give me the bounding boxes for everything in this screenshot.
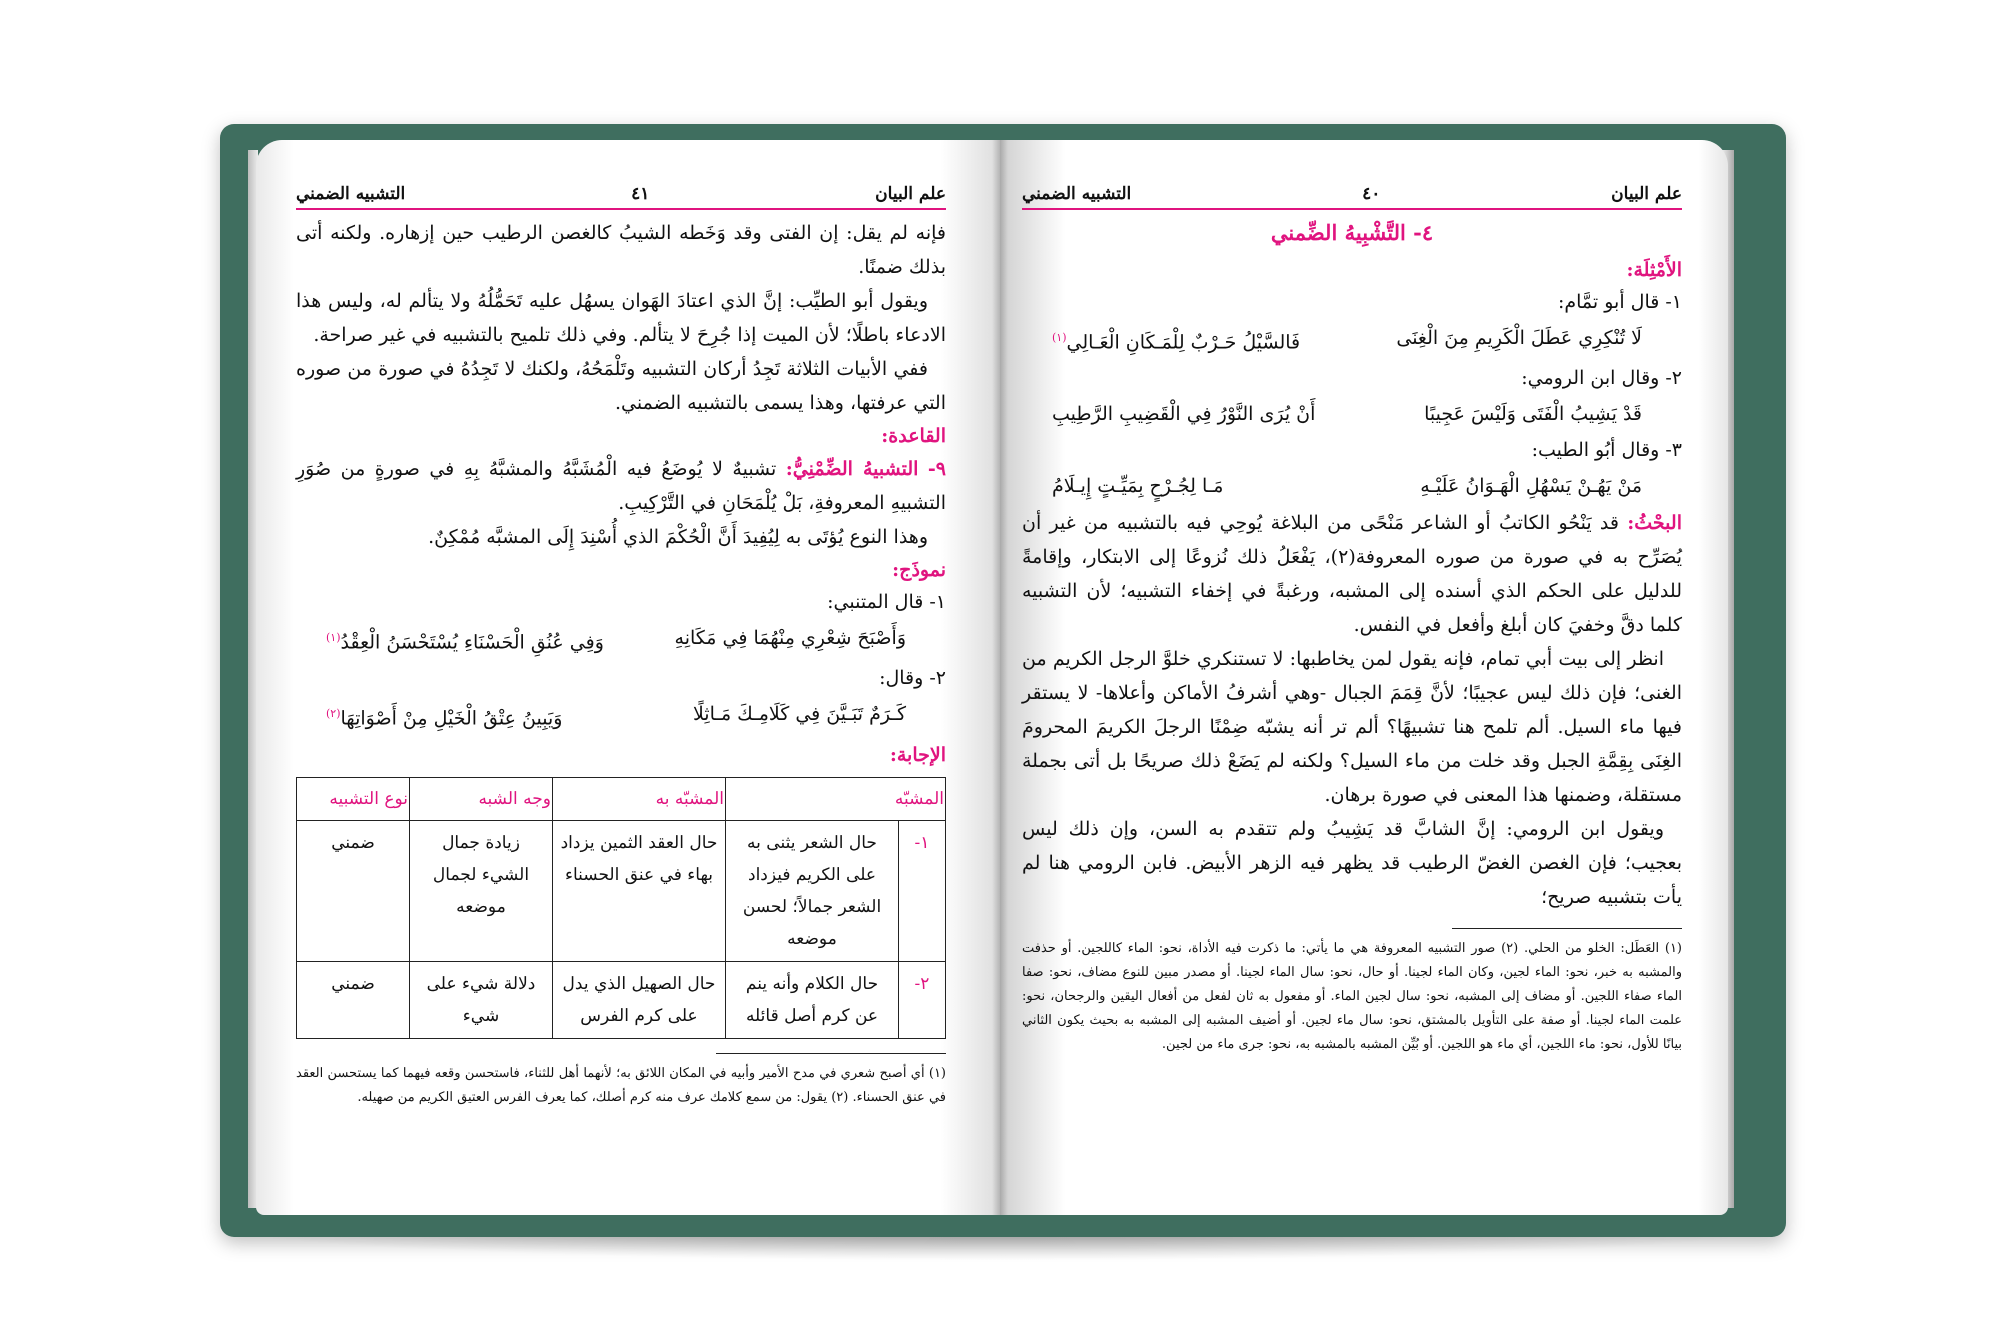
header-book-title: علم البيان xyxy=(1611,184,1682,204)
right-page-content xyxy=(1022,184,1682,1057)
example-label: ٣- وقال أبُو الطيب: xyxy=(1531,439,1682,462)
row-number: ٢- xyxy=(899,961,946,1038)
verse-line xyxy=(1022,466,1682,506)
verse-second-half: أَنْ يُرَى النَّوْرُ فِي الْقَضِيبِ الرَّطِيبِ xyxy=(1052,403,1316,426)
col-header: نوع التشبيه xyxy=(297,777,410,820)
cell-mushabbah-bih: حال العقد الثمين يزداد بهاء في عنق الحسناء xyxy=(553,820,726,961)
verse-first-half: كَـرَمٌ تَبَـيَّنَ فِي كَلَامِـكَ مَـاثِلًا xyxy=(692,703,906,726)
footnotes: (١) أي أصبح شعري في مدح الأمير وأبيه في المكان اللائق به؛ لأنهما أهل للثناء، فاستحسن وقعه فيهما كما يستحسن العقد في عنق الحسناء. (٢) يقول: من سمع كلامك عرف منه كرم أصلك، كما يعرف الفرس العتيق الكريم من صهيله. xyxy=(296,1065,946,1105)
discussion-text: قد يَنْحُو الكاتبُ أو الشاعر مَنْحًى من البلاغة يُوحِي فيه بالتشبيه من غير أن يُصَرِّح به في صورة من صوره المعروفة(٢)، يَفْعَلُ ذلك نُزوعًا إلى الابتكار، وإقامةً للدليل على الحكم الذي أسنده إلى المشبه، ورغبةً في إخفاء التشبيه؛ لأن التشبيه كلما دقَّ وخفيَ كان أبلغ وأفعل في النفس. xyxy=(1022,512,1682,637)
verse-line xyxy=(1022,318,1682,362)
verse-second-text: وَفِي عُنُقِ الْحَسْنَاءِ يُسْتَحْسَنُ الْعِقْدُ xyxy=(340,631,604,654)
paragraph: ويقول ابن الرومي: إنَّ الشابَّ قد يَشِيبُ ولم تتقدم به السن، وإن ذلك ليس بعجيب؛ فإن الغصن الغضّ الرطيب قد يظهر فيه الزهر الأبيض. فابن الرومي هنا لم يأت بتشبيه صريح؛ xyxy=(1022,818,1682,909)
paragraph: ففي الأبيات الثلاثة تَجِدُ أركان التشبيه وتَلْمَحُهُ، ولكنك لا تَجِدُهُ في صورة من صوره التي عرفتها، وهذا يسمى بالتشبيه الضمني. xyxy=(296,358,946,414)
col-header: وجه الشبه xyxy=(410,777,553,820)
left-page xyxy=(256,140,1000,1215)
verse-second-half: مَـا لِجُـرْحٍ بِمَيِّـتٍ إِيـلَامُ xyxy=(1052,475,1224,498)
right-page-header xyxy=(1022,184,1682,210)
discussion-paragraph xyxy=(1022,506,1682,642)
cell-mushabbah-bih: حال الصهيل الذي يدل على كرم الفرس xyxy=(553,961,726,1038)
header-chapter-title: التشبيه الضمني xyxy=(296,184,406,204)
answer-table xyxy=(296,777,946,1039)
table-row xyxy=(297,961,946,1038)
verse-line xyxy=(296,694,946,738)
footnote-marker: (١) xyxy=(1052,331,1067,344)
verse-second-half xyxy=(326,694,562,738)
cell-type: ضمني xyxy=(297,820,410,961)
verse-second-text: وَيَبِينُ عِتْقُ الْخَيْلِ مِنْ أَصْوَاتِهَا xyxy=(340,707,563,730)
model-item-label: ١- قال المتنبي: xyxy=(827,591,946,613)
paragraph: فإنه لم يقل: إن الفتى وقد وَخَطه الشيبُ كالغصن الرطيب حين إزهاره. ولكنه أتى بذلك ضمنًا. xyxy=(296,222,946,278)
verse-second-half xyxy=(1052,318,1300,362)
rule-paragraph xyxy=(296,452,946,520)
cell-wajh: دلالة شيء على شيء xyxy=(410,961,553,1038)
cell-mushabbah: حال الكلام وأنه ينم عن كرم أصل قائله xyxy=(726,961,899,1038)
section-title: ٤- التَّشْبِيهُ الضِّمني xyxy=(1270,220,1434,245)
answer-heading: الإجابة: xyxy=(889,743,946,766)
footnotes: (١) العَطَل: الخلو من الحلي. (٢) صور التشبيه المعروفة هي ما يأتي: ما ذكرت فيه الأداة، نحو: الماء كاللجين. أو حذفت والمشبه به خبر، نحو: الماء لجين، وكان الماء لجينا. أو حال، نحو: سال الماء لجينا. أو مصدر مبين للنوع مضاف، نحو: صفا الماء صفاء اللجين. أو مضاف إلى المشبه، نحو: سال لجين الماء. أو مفعول به ثان لفعل من أفعال اليقين والرجحان، نحو: علمت الماء لجينا. أو صفة على التأويل بالمشتق، نحو: سال ماء لجين. أو أضيف المشبه إلى المشبه به بحيث يكون الثاني بيانًا للأول، نحو: ماء اللجين، أي ماء هو اللجين. أو بُيِّن المشبه بالمشبه به، نحو: جرى ماء من لجين. xyxy=(1022,941,1682,1053)
rule-number: ٩- xyxy=(927,458,946,480)
footnote-marker: (٢) xyxy=(326,707,341,721)
discussion-label: البحْثُ: xyxy=(1627,512,1682,535)
verse-line xyxy=(1022,394,1682,434)
rule-note: وهذا النوع يُؤتَى به لِيُفِيدَ أَنَّ الْحُكْمَ الذي أُسْنِدَ إِلَى المشبَّه مُمْكِنٌ. xyxy=(428,526,928,548)
paragraph: انظر إلى بيت أبي تمام، فإنه يقول لمن يخاطبها: لا تستنكري خلوَّ الرجل الكريم من الغنى؛ فإن ذلك ليس عجيبًا؛ لأنَّ قِمَمَ الجبال -وهي أشرفُ الأماكن وأعلاها- لا يستقر فيها ماء السيل. ألم تلمح هنا تشبيهًا؟ ألم تر أنه يشبّه ضِمْنًا الرجلَ الكريمَ المحرومَ الغِنَى بِقِمَّةِ الجبل وقد خلت من ماء السيل؟ ولكنه لم يَضَعْ ذلك صريحًا بل أتى بجملة مستقلة، وضمنها هذا المعنى في صورة برهان. xyxy=(1022,648,1682,807)
page-number: ٤١ xyxy=(631,184,650,204)
rule-heading: القاعدة: xyxy=(881,425,946,447)
cell-wajh: زيادة جمال الشيء لجمال موضعه xyxy=(410,820,553,961)
rule-text: تشبيهٌ لا يُوضَعُ فيه الْمُشَبَّهُ والمشبَّهُ بِهِ في صورةٍ من صُوَرِ التشبيهِ المعروفةِ، بَلْ يُلْمَحَانِ في التَّرْكِيبِ. xyxy=(296,458,946,514)
col-header: المشبّه xyxy=(726,777,946,820)
cell-type: ضمني xyxy=(297,961,410,1038)
right-page xyxy=(1000,140,1728,1215)
footnote-marker: (١) xyxy=(326,631,341,644)
verse-second-text: فَالسَّيْلُ حَـرْبٌ لِلْمَـكَانِ الْعَـالِي xyxy=(1066,331,1301,354)
example-label: ٢- وقال ابن الرومي: xyxy=(1521,367,1682,390)
table-row xyxy=(297,820,946,961)
page-number: ٤٠ xyxy=(1362,184,1381,204)
col-header: المشبّه به xyxy=(553,777,726,820)
header-book-title: علم البيان xyxy=(875,184,946,204)
model-item-label: ٢- وقال: xyxy=(879,667,946,690)
verse-first-half: وَأَصْبَحَ شِعْرِي مِنْهُمَا فِي مَكَانِهِ xyxy=(674,627,906,649)
example-label: ١- قال أبو تمَّام: xyxy=(1557,291,1682,313)
cell-mushabbah: حال الشعر يثنى به على الكريم فيزداد الشعر جمالاً؛ لحسن موضعه xyxy=(726,820,899,961)
verse-first-half: مَنْ يَهُـنْ يَسْهُلِ الْهَـوَانُ عَلَيْـهِ xyxy=(1420,475,1642,498)
header-chapter-title: التشبيه الضمني xyxy=(1022,184,1132,204)
verse-first-half: قَدْ يَشِيبُ الْفَتَى وَلَيْسَ عَجِيبًا xyxy=(1424,403,1642,426)
paragraph: ويقول أبو الطيِّب: إنَّ الذي اعتادَ الهَوان يسهُل عليه تَحَمُّلُهُ ولا يتألم له، وليس هذا الادعاء باطلًا؛ لأن الميت إذا جُرِحَ لا يتألم. وفي ذلك تلميح بالتشبيه في غير صراحة. xyxy=(296,290,946,346)
verse-second-half xyxy=(326,618,604,662)
left-page-content xyxy=(296,184,946,1110)
footnote-divider xyxy=(716,1053,946,1054)
verse-line xyxy=(296,618,946,662)
rule-term: التشبيهُ الضِّمْنِيُّ: xyxy=(785,458,919,480)
row-number: ١- xyxy=(899,820,946,961)
footnote-divider xyxy=(1452,928,1682,929)
table-header-row xyxy=(297,777,946,820)
model-heading: نموذَج: xyxy=(892,559,946,581)
left-page-header xyxy=(296,184,946,210)
verse-first-half: لَا تُنْكِرِي عَطَلَ الْكَرِيمِ مِنَ الْغِنَى xyxy=(1396,327,1642,349)
examples-heading: الأَمْثِلَة: xyxy=(1626,259,1682,281)
book-spine xyxy=(992,140,1008,1215)
